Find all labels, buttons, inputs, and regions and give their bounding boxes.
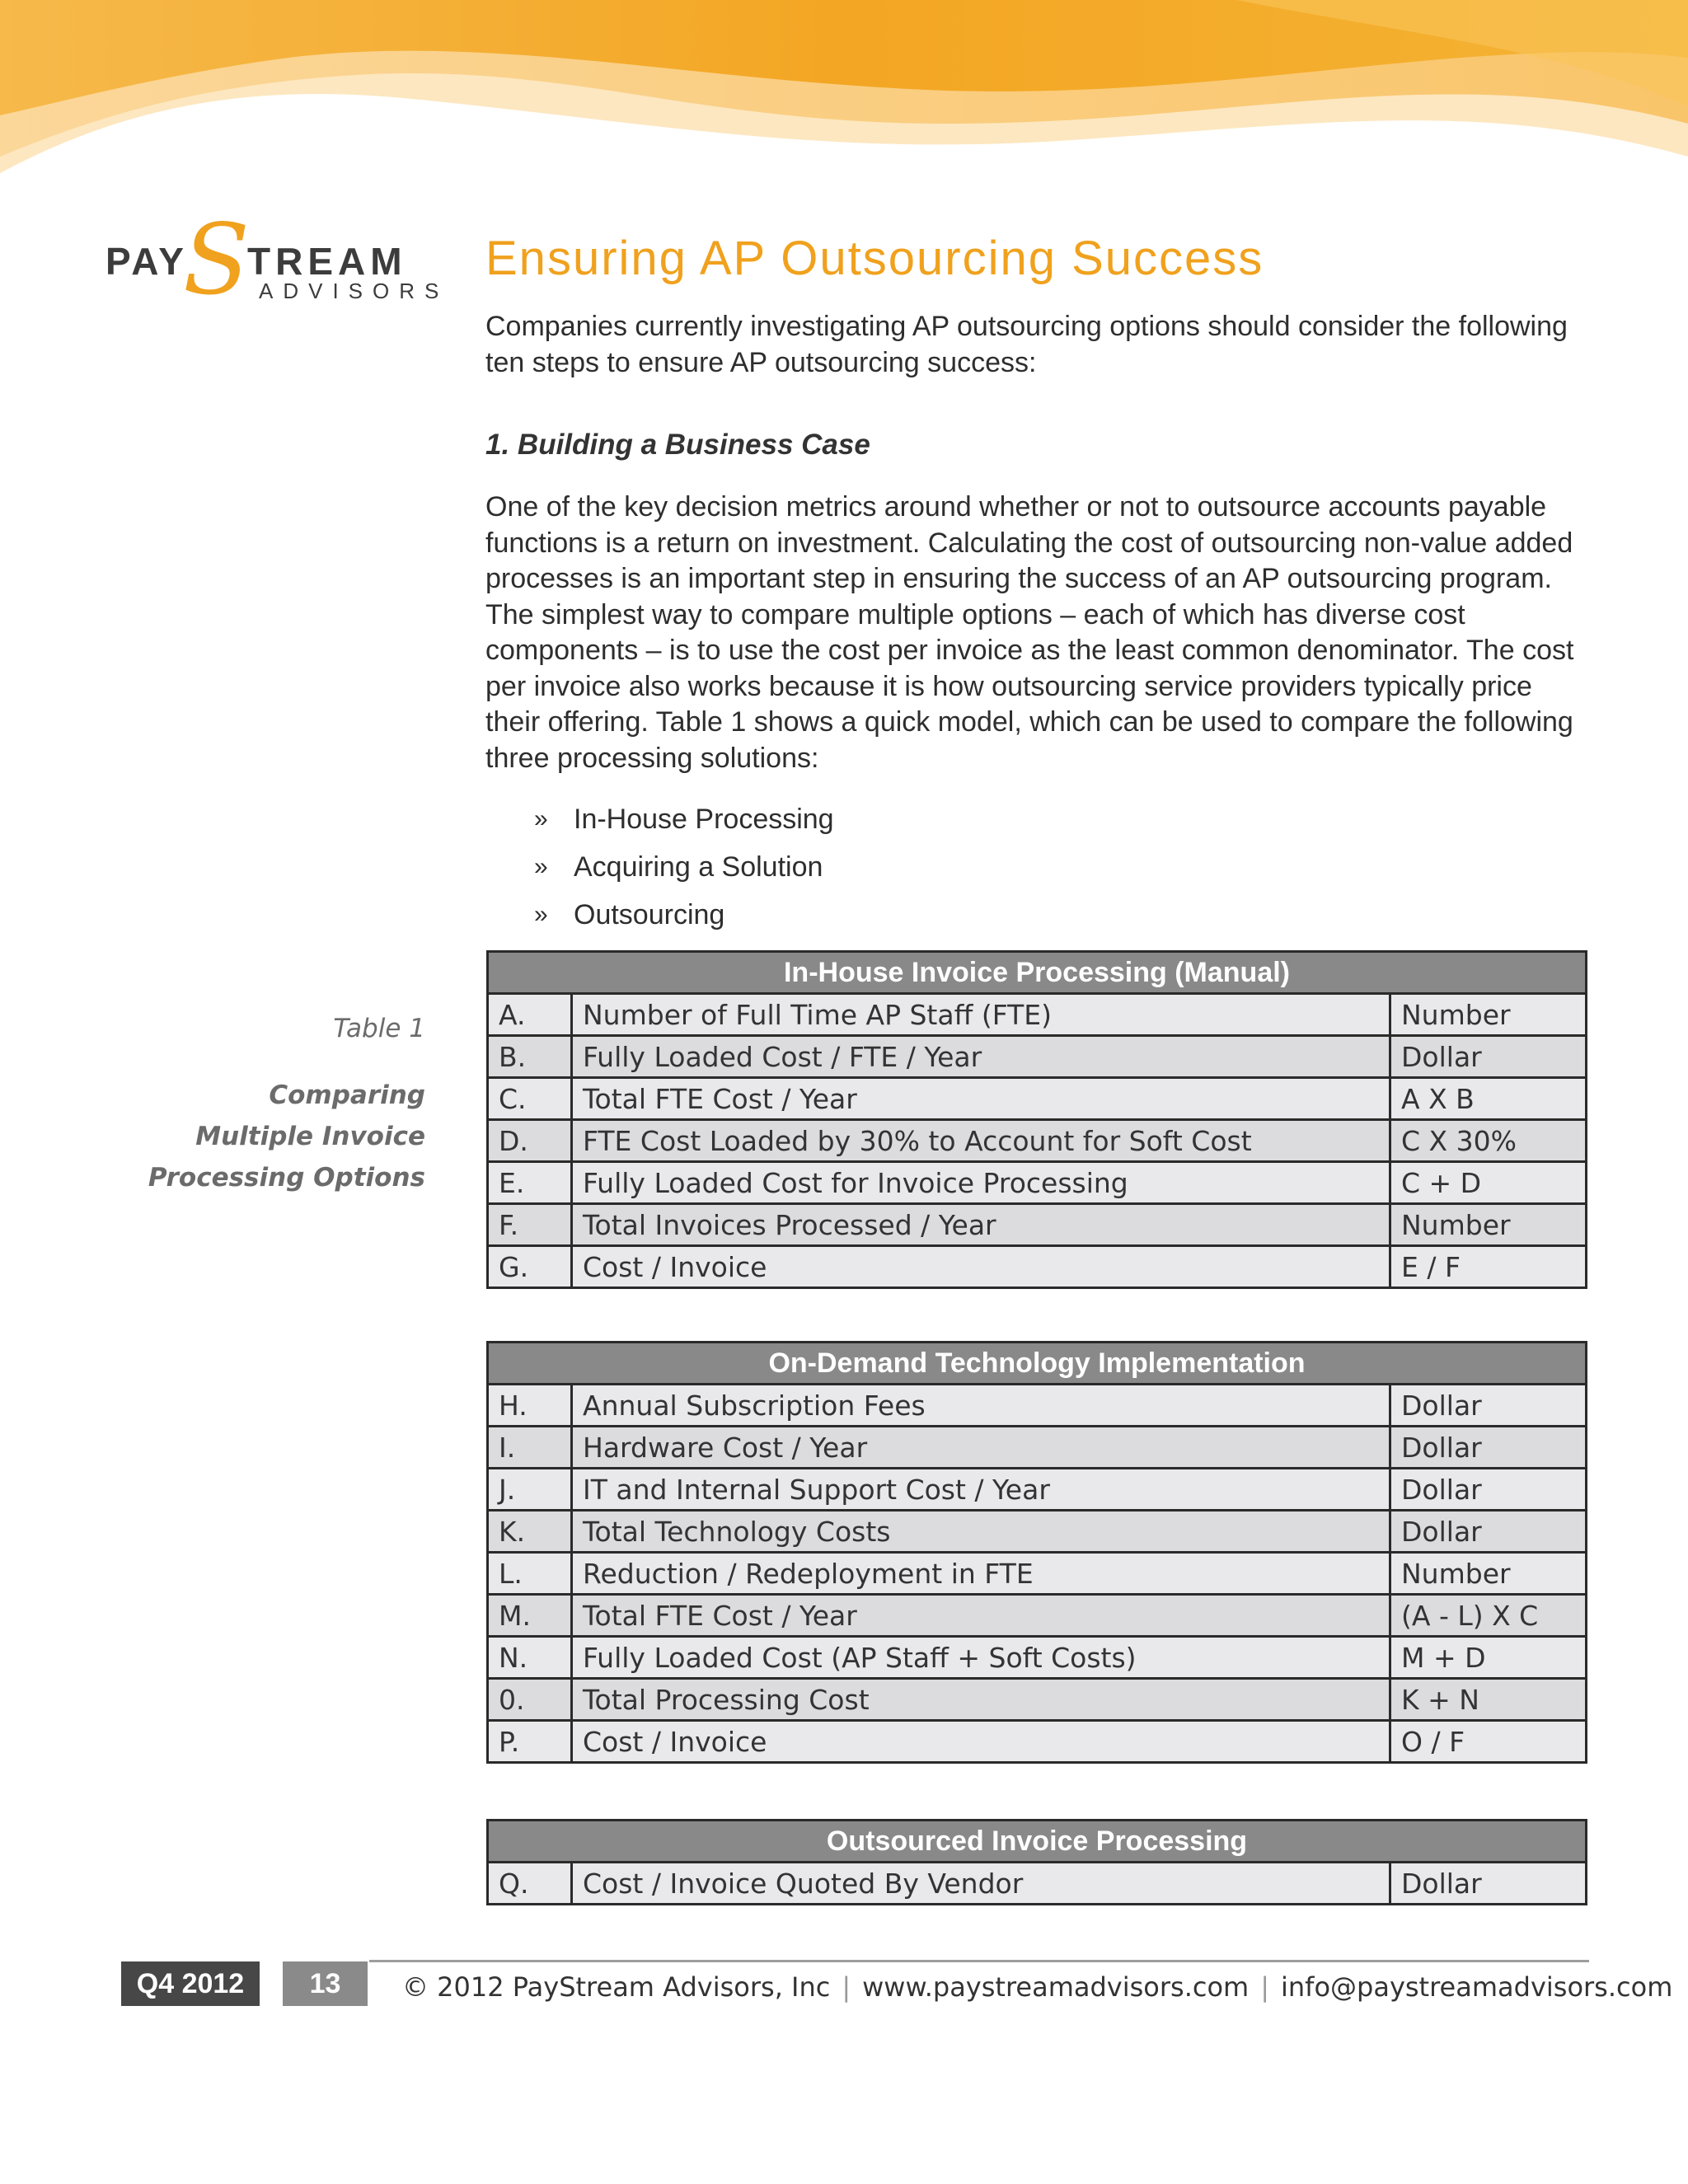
row-description: Annual Subscription Fees bbox=[572, 1385, 1390, 1427]
row-letter: I. bbox=[488, 1427, 572, 1469]
row-value: M + D bbox=[1390, 1637, 1587, 1679]
paystream-logo bbox=[106, 203, 449, 316]
table-title: In-House Invoice Processing (Manual) bbox=[488, 952, 1587, 994]
bullet-text: In-House Processing bbox=[574, 804, 834, 835]
bullet-item bbox=[534, 847, 834, 895]
table-title: On-Demand Technology Implementation bbox=[488, 1343, 1587, 1385]
on-demand-technology-table bbox=[486, 1341, 1587, 1764]
row-description: Number of Full Time AP Staff (FTE) bbox=[572, 994, 1390, 1036]
table-row bbox=[488, 1553, 1587, 1595]
row-description: Total FTE Cost / Year bbox=[572, 1595, 1390, 1637]
table-row bbox=[488, 1679, 1587, 1721]
row-letter: Q. bbox=[488, 1863, 572, 1905]
footer-separator: | bbox=[842, 1971, 851, 2003]
row-description: Total FTE Cost / Year bbox=[572, 1078, 1390, 1120]
row-value: E / F bbox=[1390, 1246, 1587, 1288]
row-letter: 0. bbox=[488, 1679, 572, 1721]
row-description: Total Technology Costs bbox=[572, 1511, 1390, 1553]
row-description: Hardware Cost / Year bbox=[572, 1427, 1390, 1469]
row-value: A X B bbox=[1390, 1078, 1587, 1120]
row-value: (A - L) X C bbox=[1390, 1595, 1587, 1637]
body-paragraph: One of the key decision metrics around whether or not to outsource accounts payable functions is a return on investment. Calculating the cost of outsourcing non-value added processes is an important step in ensuring the success of an AP outsourcing program. The simplest way to compare multiple options – each of which has diverse cost components – is to use the cost per invoice as the least common denominator. The cost per invoice also works because it is how outsourcing service providers typically price their offering. Table 1 shows a quick model, which can be used to compare the following three processing solutions: bbox=[485, 491, 1574, 774]
row-value: Dollar bbox=[1390, 1036, 1587, 1078]
row-value: Dollar bbox=[1390, 1511, 1587, 1553]
row-letter: G. bbox=[488, 1246, 572, 1288]
header-wave-graphic bbox=[0, 0, 1688, 198]
table-row bbox=[488, 1162, 1587, 1204]
table-title: Outsourced Invoice Processing bbox=[488, 1821, 1587, 1863]
section-heading: 1. Building a Business Case bbox=[485, 429, 870, 461]
row-letter: A. bbox=[488, 994, 572, 1036]
page-title: Ensuring AP Outsourcing Success bbox=[485, 232, 1264, 285]
row-description: Total Invoices Processed / Year bbox=[572, 1204, 1390, 1246]
row-letter: N. bbox=[488, 1637, 572, 1679]
logo-tream-text: TREAM bbox=[247, 240, 407, 283]
table-caption-label: Table 1 bbox=[333, 1014, 425, 1043]
table-row bbox=[488, 1078, 1587, 1120]
table-row bbox=[488, 1863, 1587, 1905]
footer-copyright: © 2012 PayStream Advisors, Inc bbox=[402, 1971, 831, 2003]
table-row bbox=[488, 1427, 1587, 1469]
solution-bullet-list bbox=[534, 799, 834, 943]
row-description: FTE Cost Loaded by 30% to Account for Soft Cost bbox=[572, 1120, 1390, 1162]
row-value: Number bbox=[1390, 994, 1587, 1036]
row-letter: E. bbox=[488, 1162, 572, 1204]
row-description: IT and Internal Support Cost / Year bbox=[572, 1469, 1390, 1511]
row-value: Dollar bbox=[1390, 1385, 1587, 1427]
bullet-item bbox=[534, 895, 834, 943]
intro-paragraph: Companies currently investigating AP outsourcing options should consider the following ten steps to ensure AP outsourcing success: bbox=[485, 311, 1568, 378]
row-description: Fully Loaded Cost for Invoice Processing bbox=[572, 1162, 1390, 1204]
footer-credits bbox=[402, 1971, 1672, 2003]
table-row bbox=[488, 1246, 1587, 1288]
bullet-text: Acquiring a Solution bbox=[574, 851, 823, 883]
table-row bbox=[488, 1385, 1587, 1427]
row-letter: F. bbox=[488, 1204, 572, 1246]
bullet-marker: » bbox=[534, 901, 548, 928]
table-row bbox=[488, 1204, 1587, 1246]
table-row bbox=[488, 1120, 1587, 1162]
footer-email-link[interactable]: info@paystreamadvisors.com bbox=[1281, 1971, 1673, 2003]
row-description: Total Processing Cost bbox=[572, 1679, 1390, 1721]
row-value: Number bbox=[1390, 1204, 1587, 1246]
page-number: 13 bbox=[283, 1961, 368, 2006]
bullet-marker: » bbox=[534, 805, 548, 832]
row-value: C + D bbox=[1390, 1162, 1587, 1204]
row-description: Cost / Invoice bbox=[572, 1246, 1390, 1288]
row-letter: K. bbox=[488, 1511, 572, 1553]
row-value: Dollar bbox=[1390, 1469, 1587, 1511]
row-description: Fully Loaded Cost / FTE / Year bbox=[572, 1036, 1390, 1078]
row-description: Cost / Invoice bbox=[572, 1721, 1390, 1763]
issue-badge: Q4 2012 bbox=[121, 1961, 260, 2006]
footer-website-link[interactable]: www.paystreamadvisors.com bbox=[862, 1971, 1250, 2003]
table-row bbox=[488, 1721, 1587, 1763]
row-description: Reduction / Redeployment in FTE bbox=[572, 1553, 1390, 1595]
row-value: K + N bbox=[1390, 1679, 1587, 1721]
table-row bbox=[488, 1637, 1587, 1679]
table-row bbox=[488, 1469, 1587, 1511]
row-letter: D. bbox=[488, 1120, 572, 1162]
row-value: Dollar bbox=[1390, 1427, 1587, 1469]
table-caption-description: Comparing Multiple Invoice Processing Options bbox=[148, 1080, 425, 1193]
bullet-text: Outsourcing bbox=[574, 899, 725, 930]
outsourced-processing-table bbox=[486, 1819, 1587, 1905]
row-letter: C. bbox=[488, 1078, 572, 1120]
row-letter: M. bbox=[488, 1595, 572, 1637]
row-value: Dollar bbox=[1390, 1863, 1586, 1905]
footer-divider bbox=[369, 1960, 1589, 1962]
row-value: C X 30% bbox=[1390, 1120, 1587, 1162]
row-letter: L. bbox=[488, 1553, 572, 1595]
row-description: Fully Loaded Cost (AP Staff + Soft Costs) bbox=[572, 1637, 1390, 1679]
row-value: O / F bbox=[1390, 1721, 1587, 1763]
table-row bbox=[488, 1036, 1587, 1078]
logo-s-swoosh: S bbox=[183, 203, 250, 316]
logo-advisors-text: ADVISORS bbox=[259, 279, 449, 303]
row-letter: B. bbox=[488, 1036, 572, 1078]
row-value: Number bbox=[1390, 1553, 1587, 1595]
table-row bbox=[488, 1595, 1587, 1637]
footer-separator: | bbox=[1260, 1971, 1269, 2003]
table-row bbox=[488, 1511, 1587, 1553]
logo-pay-text: PAY bbox=[106, 240, 187, 283]
row-letter: H. bbox=[488, 1385, 572, 1427]
bullet-marker: » bbox=[534, 853, 548, 880]
row-letter: P. bbox=[488, 1721, 572, 1763]
bullet-item bbox=[534, 799, 834, 847]
row-letter: J. bbox=[488, 1469, 572, 1511]
table-row bbox=[488, 994, 1587, 1036]
in-house-processing-table bbox=[486, 950, 1587, 1289]
row-description: Cost / Invoice Quoted By Vendor bbox=[572, 1863, 1390, 1905]
